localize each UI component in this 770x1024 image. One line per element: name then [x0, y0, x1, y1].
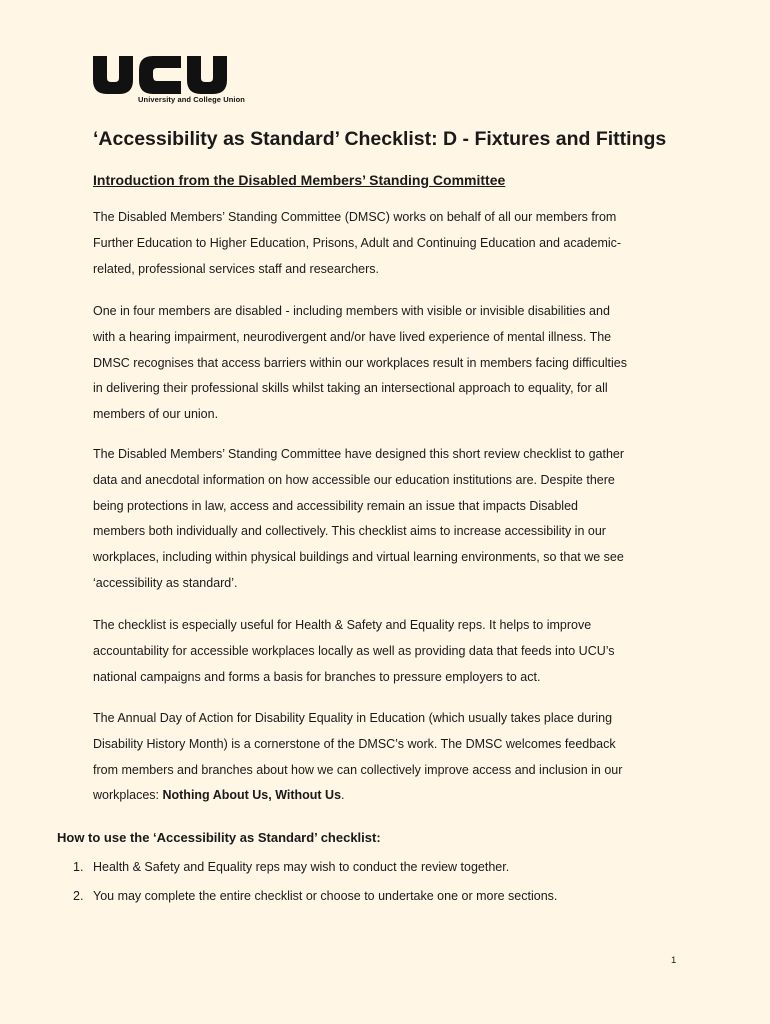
- paragraph-line: Further Education to Higher Education, Prisons, Adult and Continuing Education and academic-: [93, 235, 622, 250]
- paragraph-line: The checklist is especially useful for Health & Safety and Equality reps. It helps to improve: [93, 618, 592, 632]
- document-title: ‘Accessibility as Standard’ Checklist: D - Fixtures and Fittings: [93, 128, 667, 150]
- list-text: Health & Safety and Equality reps may wish to conduct the review together.: [93, 860, 510, 874]
- page-number: 1: [671, 955, 677, 966]
- intro-heading: Introduction from the Disabled Members’ Standing Committee: [93, 172, 506, 188]
- paragraph-dmsc-overview: [93, 205, 693, 282]
- paragraph-line: One in four members are disabled - including members with visible or invisible disabilities and: [93, 304, 610, 318]
- paragraph-line: [93, 783, 693, 809]
- paragraph-checklist-purpose: [93, 442, 693, 597]
- list-number: 1.: [73, 860, 84, 874]
- ucu-logo: [93, 52, 258, 108]
- line-prefix: workplaces:: [93, 788, 163, 803]
- paragraph-line: ‘accessibility as standard’.: [93, 575, 238, 590]
- paragraph-line: national campaigns and forms a basis for branches to pressure employers to act.: [93, 669, 541, 684]
- ucu-logo-mark: [93, 52, 231, 94]
- howto-heading: How to use the ‘Accessibility as Standard’ checklist:: [57, 830, 381, 845]
- paragraph-line: workplaces, including within physical buildings and virtual learning environments, so that we see: [93, 550, 624, 565]
- list-number: 2.: [73, 889, 84, 903]
- paragraph-line: The Annual Day of Action for Disability Equality in Education (which usually takes place during: [93, 711, 613, 725]
- paragraph-line: members of our union.: [93, 407, 219, 422]
- paragraph-line: The Disabled Members’ Standing Committee have designed this short review checklist to gather: [93, 447, 625, 461]
- paragraph-day-of-action: [93, 706, 693, 809]
- paragraph-line: Disability History Month) is a cornerstone of the DMSC’s work. The DMSC welcomes feedback: [93, 736, 616, 751]
- paragraph-line: data and anecdotal information on how accessible our education institutions are. Despite there: [93, 472, 615, 487]
- line-suffix: .: [341, 788, 345, 803]
- paragraph-line: The Disabled Members’ Standing Committee (DMSC) works on behalf of all our members from: [93, 210, 617, 224]
- paragraph-line: in delivering their professional skills whilst taking an intersectional approach to equality, for all: [93, 381, 608, 396]
- slogan-bold: Nothing About Us, Without Us: [162, 788, 342, 803]
- howto-steps: [57, 856, 697, 914]
- logo-subtitle: University and College Union: [138, 95, 245, 104]
- paragraph-line: members both individually and collectively. This checklist aims to increase accessibility in our: [93, 524, 606, 539]
- paragraph-line: from members and branches about how we can collectively improve access and inclusion in our: [93, 762, 623, 777]
- list-text: You may complete the entire checklist or choose to undertake one or more sections.: [93, 889, 558, 903]
- list-item: [57, 885, 697, 914]
- paragraph-line: with a hearing impairment, neurodivergent and/or have lived experience of mental illness. The: [93, 329, 612, 344]
- paragraph-line: related, professional services staff and researchers.: [93, 261, 380, 276]
- paragraph-line: being protections in law, access and accessibility remain an issue that impacts Disabled: [93, 498, 578, 513]
- paragraph-members-disabled: [93, 299, 693, 428]
- list-item: [57, 856, 697, 885]
- paragraph-reps-usefulness: [93, 613, 693, 690]
- paragraph-line: DMSC recognises that access barriers within our workplaces result in members facing difficulties: [93, 355, 628, 370]
- paragraph-line: accountability for accessible workplaces locally as well as providing data that feeds into UCU’s: [93, 643, 615, 658]
